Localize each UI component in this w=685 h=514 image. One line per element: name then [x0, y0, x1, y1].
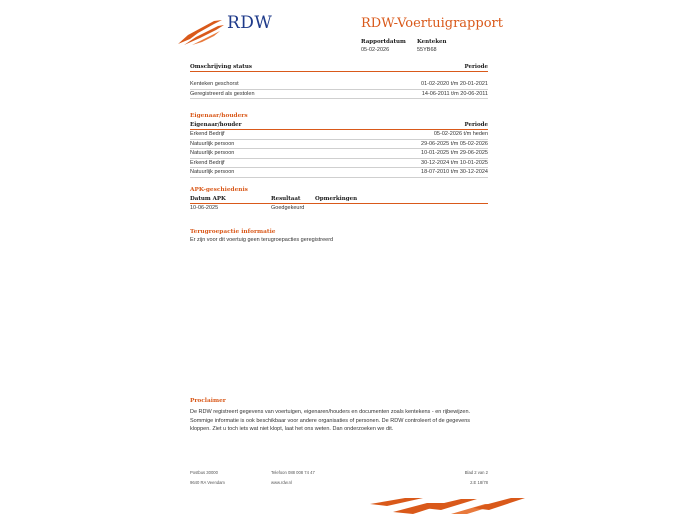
rdw-logo-icon: [178, 20, 224, 46]
footer-address: [190, 468, 225, 488]
footer-address-line2: 9640 RA Veendam: [190, 480, 225, 485]
footer-code: 2.E 18/78: [470, 480, 488, 485]
apk-col-date: Datum APK: [190, 196, 226, 202]
owner-period: 29-06-2025 t/m 05-02-2026: [421, 140, 488, 147]
table-row: [190, 168, 488, 178]
table-row: [190, 90, 488, 100]
owners-table-header: [190, 121, 488, 130]
recall-text: Er zijn voor dit voertuig geen terugroepacties geregistreerd: [190, 237, 334, 243]
owners-section-title: Eigenaar/houders: [190, 113, 248, 119]
report-date-label: Rapportdatum: [361, 39, 406, 45]
owner-type: Natuurlijk persoon: [190, 169, 235, 176]
license-plate-value: 55YB68: [417, 47, 437, 53]
license-plate-label: Kenteken: [417, 39, 447, 45]
apk-col-result: Resultaat: [271, 196, 301, 202]
footer-website: www.rdw.nl: [271, 480, 292, 485]
status-period: 01-02-2020 t/m 20-01-2021: [421, 81, 488, 87]
owner-type: Natuurlijk persoon: [190, 140, 235, 147]
owner-period: 30-12-2024 t/m 10-01-2025: [421, 159, 488, 166]
owner-type: Erkend Bedrijf: [190, 131, 225, 137]
apk-result: Goedgekeurd: [271, 205, 305, 211]
recall-section-title: Terugroepactie informatie: [190, 229, 276, 235]
table-row: [190, 149, 488, 159]
report-title: RDW-Voertuigrapport: [361, 16, 503, 31]
table-row: [190, 140, 488, 150]
disclaimer-title: Proclaimer: [190, 398, 226, 404]
table-row: [190, 80, 488, 90]
footer-phone: Telefoon 088 008 74 47: [271, 470, 315, 475]
apk-section-title: APK-geschiedenis: [190, 187, 248, 193]
status-table-header: [190, 63, 488, 72]
table-row: [190, 159, 488, 169]
status-period: 14-06-2011 t/m 20-06-2011: [421, 90, 488, 97]
owner-period: 18-07-2010 t/m 30-12-2024: [421, 169, 488, 176]
owners-col-period: Periode: [464, 122, 488, 128]
footer-address-line1: Postbus 30000: [190, 470, 218, 475]
status-text: Kenteken geschorst: [190, 81, 239, 87]
report-date-value: 05-02-2026: [361, 47, 390, 53]
footer-contact: [271, 468, 315, 488]
disclaimer-text: De RDW registreert gegevens van voertuigen, eigenaren/houders en documenten zoals kentekens - en rijbewijzen. Sommige informatie is ook beschikbaar voor andere organisaties of personen. De RDW controleert of de gegevens kloppen. Ziet u toch iets wat niet klopt, laat het ons weten. Dan onderzoeken we dit.: [190, 409, 471, 432]
status-col-description: Omschrijving status: [190, 64, 252, 70]
owners-table: [190, 121, 488, 178]
owners-col-owner: Eigenaar/houder: [190, 122, 242, 128]
table-row: [190, 204, 488, 213]
decorative-stripes-icon: [365, 494, 525, 514]
logo-text: RDW: [227, 13, 273, 33]
status-text: Geregistreerd als gestolen: [190, 90, 255, 97]
apk-date: 10-06-2025: [190, 205, 219, 211]
owner-period: 05-02-2026 t/m heden: [433, 131, 488, 137]
status-col-period: Periode: [464, 64, 488, 70]
footer-page-info: [465, 468, 488, 488]
table-row: [190, 130, 488, 140]
status-table: [190, 63, 488, 99]
footer-page: Blad 2 van 2: [464, 470, 488, 475]
owner-period: 10-01-2025 t/m 29-06-2025: [421, 150, 488, 157]
apk-col-remarks: Opmerkingen: [315, 196, 358, 202]
owner-type: Erkend Bedrijf: [190, 159, 225, 166]
owner-type: Natuurlijk persoon: [190, 150, 235, 157]
apk-table-header: [190, 195, 488, 204]
apk-table: [190, 195, 488, 213]
